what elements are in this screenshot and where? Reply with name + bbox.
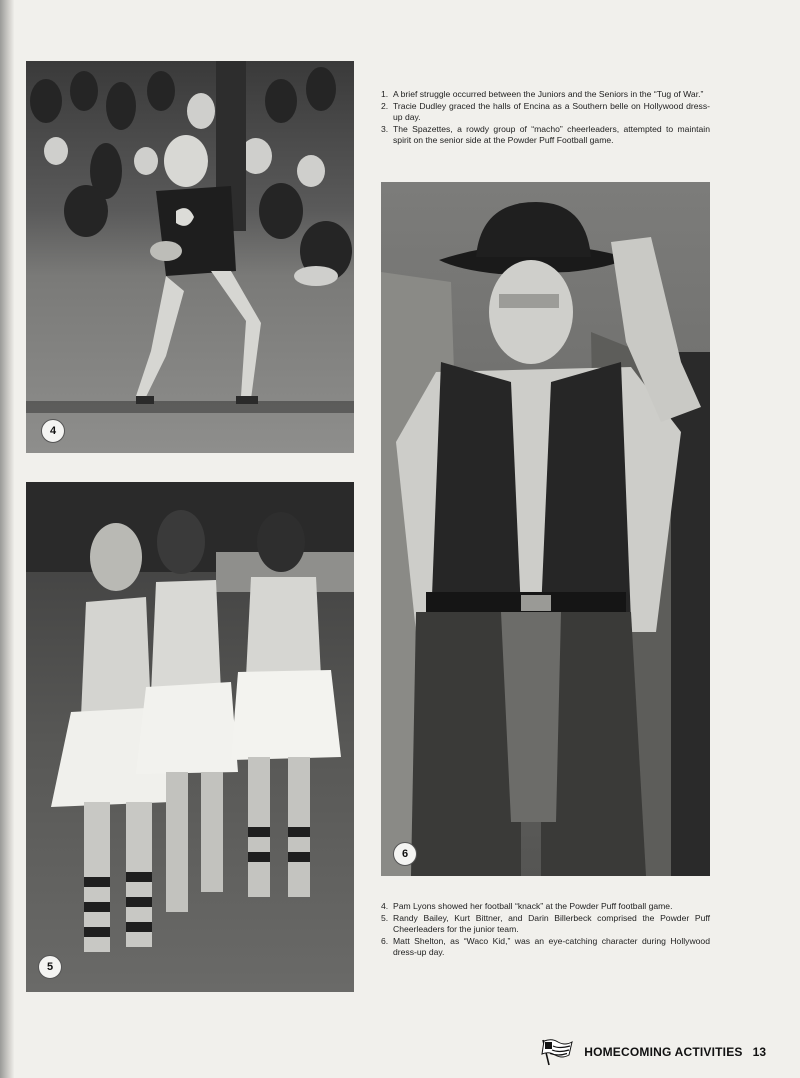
captions-top xyxy=(381,89,710,147)
caption-item: 4. Pam Lyons showed her football “knack” at the Powder Puff football game. xyxy=(381,901,673,911)
page-number: 13 xyxy=(752,1045,766,1059)
flag-icon xyxy=(540,1038,574,1066)
photo-6 xyxy=(381,182,710,876)
photo-5-number: 5 xyxy=(38,955,62,979)
photo-5 xyxy=(26,482,354,992)
page-footer xyxy=(540,1038,766,1066)
caption-item: 1. A brief struggle occurred between the Juniors and the Seniors in the “Tug of War.” xyxy=(381,89,704,99)
section-title: HOMECOMING ACTIVITIES xyxy=(584,1045,743,1059)
page-spine-shadow xyxy=(0,0,14,1078)
caption-item: 3. The Spazettes, a rowdy group of “macho” cheerleaders, attempted to maintain spirit on the senior side at the Powder Puff Football game. xyxy=(381,124,710,145)
caption-item: 5. Randy Bailey, Kurt Bittner, and Darin Billerbeck comprised the Powder Puff Cheerleaders for the junior team. xyxy=(381,913,710,934)
captions-bottom xyxy=(381,901,710,959)
photo-6-number: 6 xyxy=(393,842,417,866)
caption-item: 2. Tracie Dudley graced the halls of Encina as a Southern belle on Hollywood dress-up day. xyxy=(381,101,710,122)
photo-4-number: 4 xyxy=(41,419,65,443)
caption-item: 6. Matt Shelton, as “Waco Kid,” was an eye-catching character during Hollywood dress-up day. xyxy=(381,936,710,957)
photo-4 xyxy=(26,61,354,453)
